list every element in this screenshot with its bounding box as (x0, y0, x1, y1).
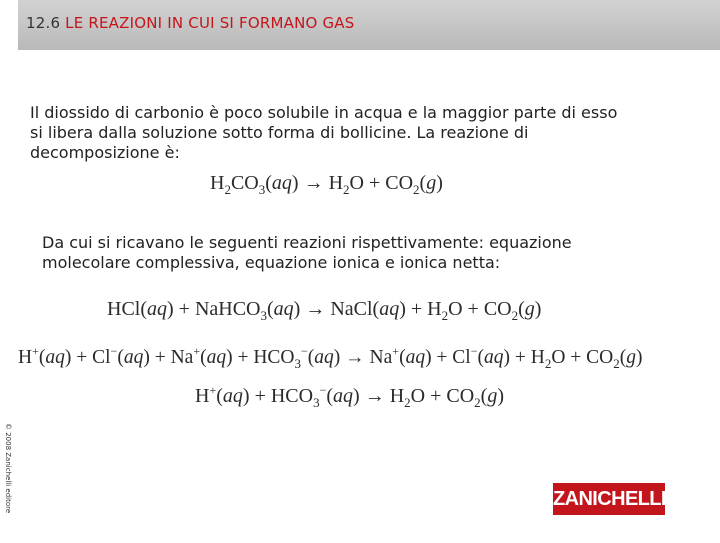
ionic-equation: $H^+(aq) + Cl^-(aq) + Na^+(aq) + HCO_3^-(aq) \to Na^+(aq) + Cl^-(aq) + H_2O + CO_2(g)$ (18, 344, 643, 371)
net-ionic-equation: $H^+(aq) + HCO_3^-(aq) \to H_2O + CO_2(g)$ (195, 383, 504, 410)
intro-paragraph: Il diossido di carbonio è poco solubile in acqua e la maggior parte di esso si libera dalla soluzione sotto forma di bollicine. La reazione di decomposizione è: (30, 103, 618, 162)
reactions-paragraph: Da cui si ricavano le seguenti reazioni rispettivamente: equazione molecolare complessiva, equazione ionica e ionica netta: (42, 233, 572, 272)
section-number: 12.6 (26, 14, 61, 32)
slide-header (0, 0, 720, 50)
copyright-notice: © 2008 Zanichelli editore (4, 423, 12, 514)
molecular-equation: HCl(aq) + NaHCO$_3$(aq) → NaCl(aq) + $H_2O + CO_2(g)$ (107, 298, 542, 323)
decomposition-equation: $H_2CO_3(aq) \to H_2O + CO_2(g)$ (210, 172, 443, 197)
section-title: LE REAZIONI IN CUI SI FORMANO GAS (65, 14, 355, 32)
publisher-logo: ZANICHELLI (553, 483, 665, 515)
slide-title (26, 14, 355, 32)
